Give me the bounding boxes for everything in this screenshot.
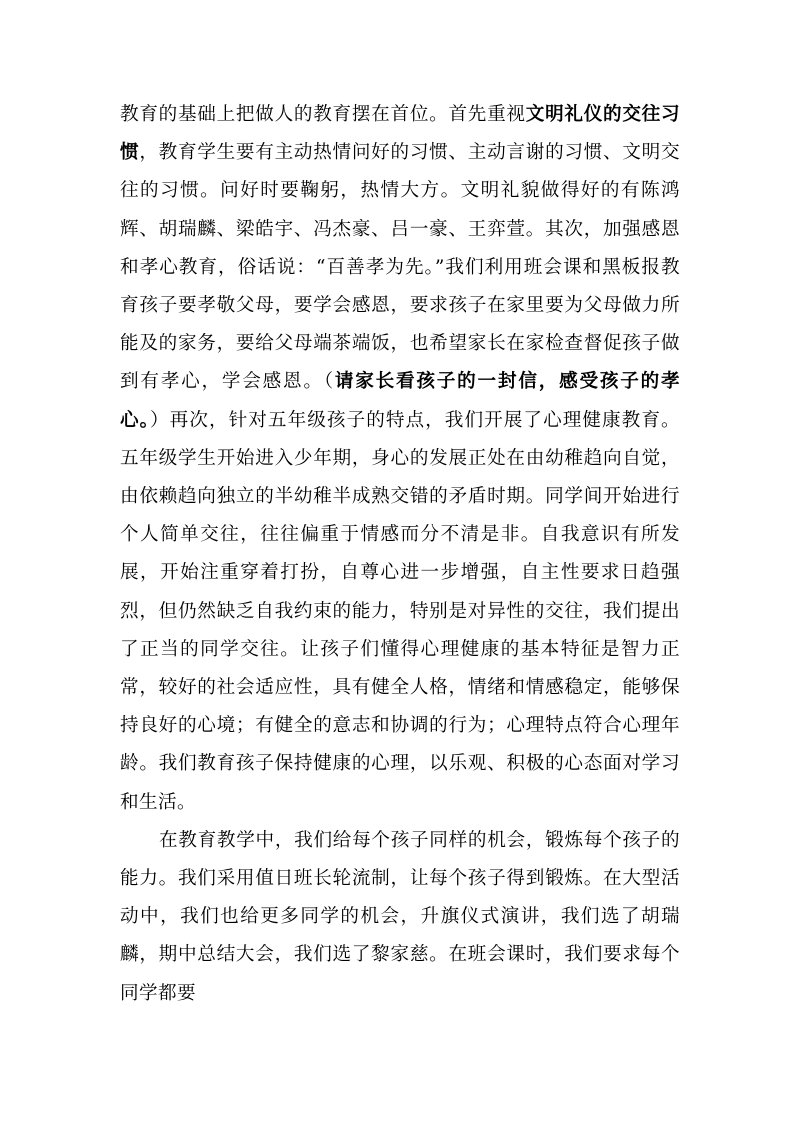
emphasis-parent-letter: 请家长看孩子的一封信，感受孩子的孝心。 (120, 371, 680, 431)
emphasis-etiquette-habits: 文明礼仪的交往习惯 (120, 104, 680, 164)
paragraph-text: 教育的基础上把做人的教育摆在首位。首先重视 (120, 104, 526, 125)
paragraph-etiquette-and-gratitude (120, 96, 680, 822)
paragraph-text: ）再次，针对五年级孩子的特点，我们开展了心理健康教育。五年级学生开始进入少年期，身心的发展正处在由幼稚趋向自觉，由依赖趋向独立的半幼稚半成熟交错的矛盾时期。同学间开始进行个人简单交往，往往偏重于情感而分不清是非。自我意识有所发展，开始注重穿着打扮，自尊心进一步增强，自主性要求日趋强烈，但仍然缺乏自我约束的能力，特别是对异性的交往，我们提出了正当的同学交往。让孩子们懂得心理健康的基本特征是智力正常，较好的社会适应性，具有健全人格，情绪和情感稳定，能够保持良好的心境；有健全的意志和协调的行为；心理特点符合心理年龄。我们教育孩子保持健康的心理，以乐观、积极的心态面对学习和生活。 (120, 409, 680, 813)
paragraph-equal-opportunity: 在教育教学中，我们给每个孩子同样的机会，锻炼每个孩子的能力。我们采用值日班长轮流制，让每个孩子得到锻炼。在大型活动中，我们也给更多同学的机会，升旗仪式演讲，我们选了胡瑞麟，期中总结大会，我们选了黎家慈。在班会课时，我们要求每个同学都要 (120, 829, 680, 1004)
document-page (120, 96, 680, 1013)
paragraph-text: ，教育学生要有主动热情问好的习惯、主动言谢的习惯、文明交往的习惯。问好时要鞠躬，热情大方。文明礼貌做得好的有陈鸿辉、胡瑞麟、梁皓宇、冯杰豪、吕一豪、王弈萱。其次，加强感恩和孝心教育，俗话说：“百善孝为先。”我们利用班会课和黑板报教育孩子要孝敬父母，要学会感恩，要求孩子在家里要为父母做力所能及的家务，要给父母端茶端饭，也希望家长在家检查督促孩子做到有孝心，学会感恩。（ (120, 142, 680, 393)
